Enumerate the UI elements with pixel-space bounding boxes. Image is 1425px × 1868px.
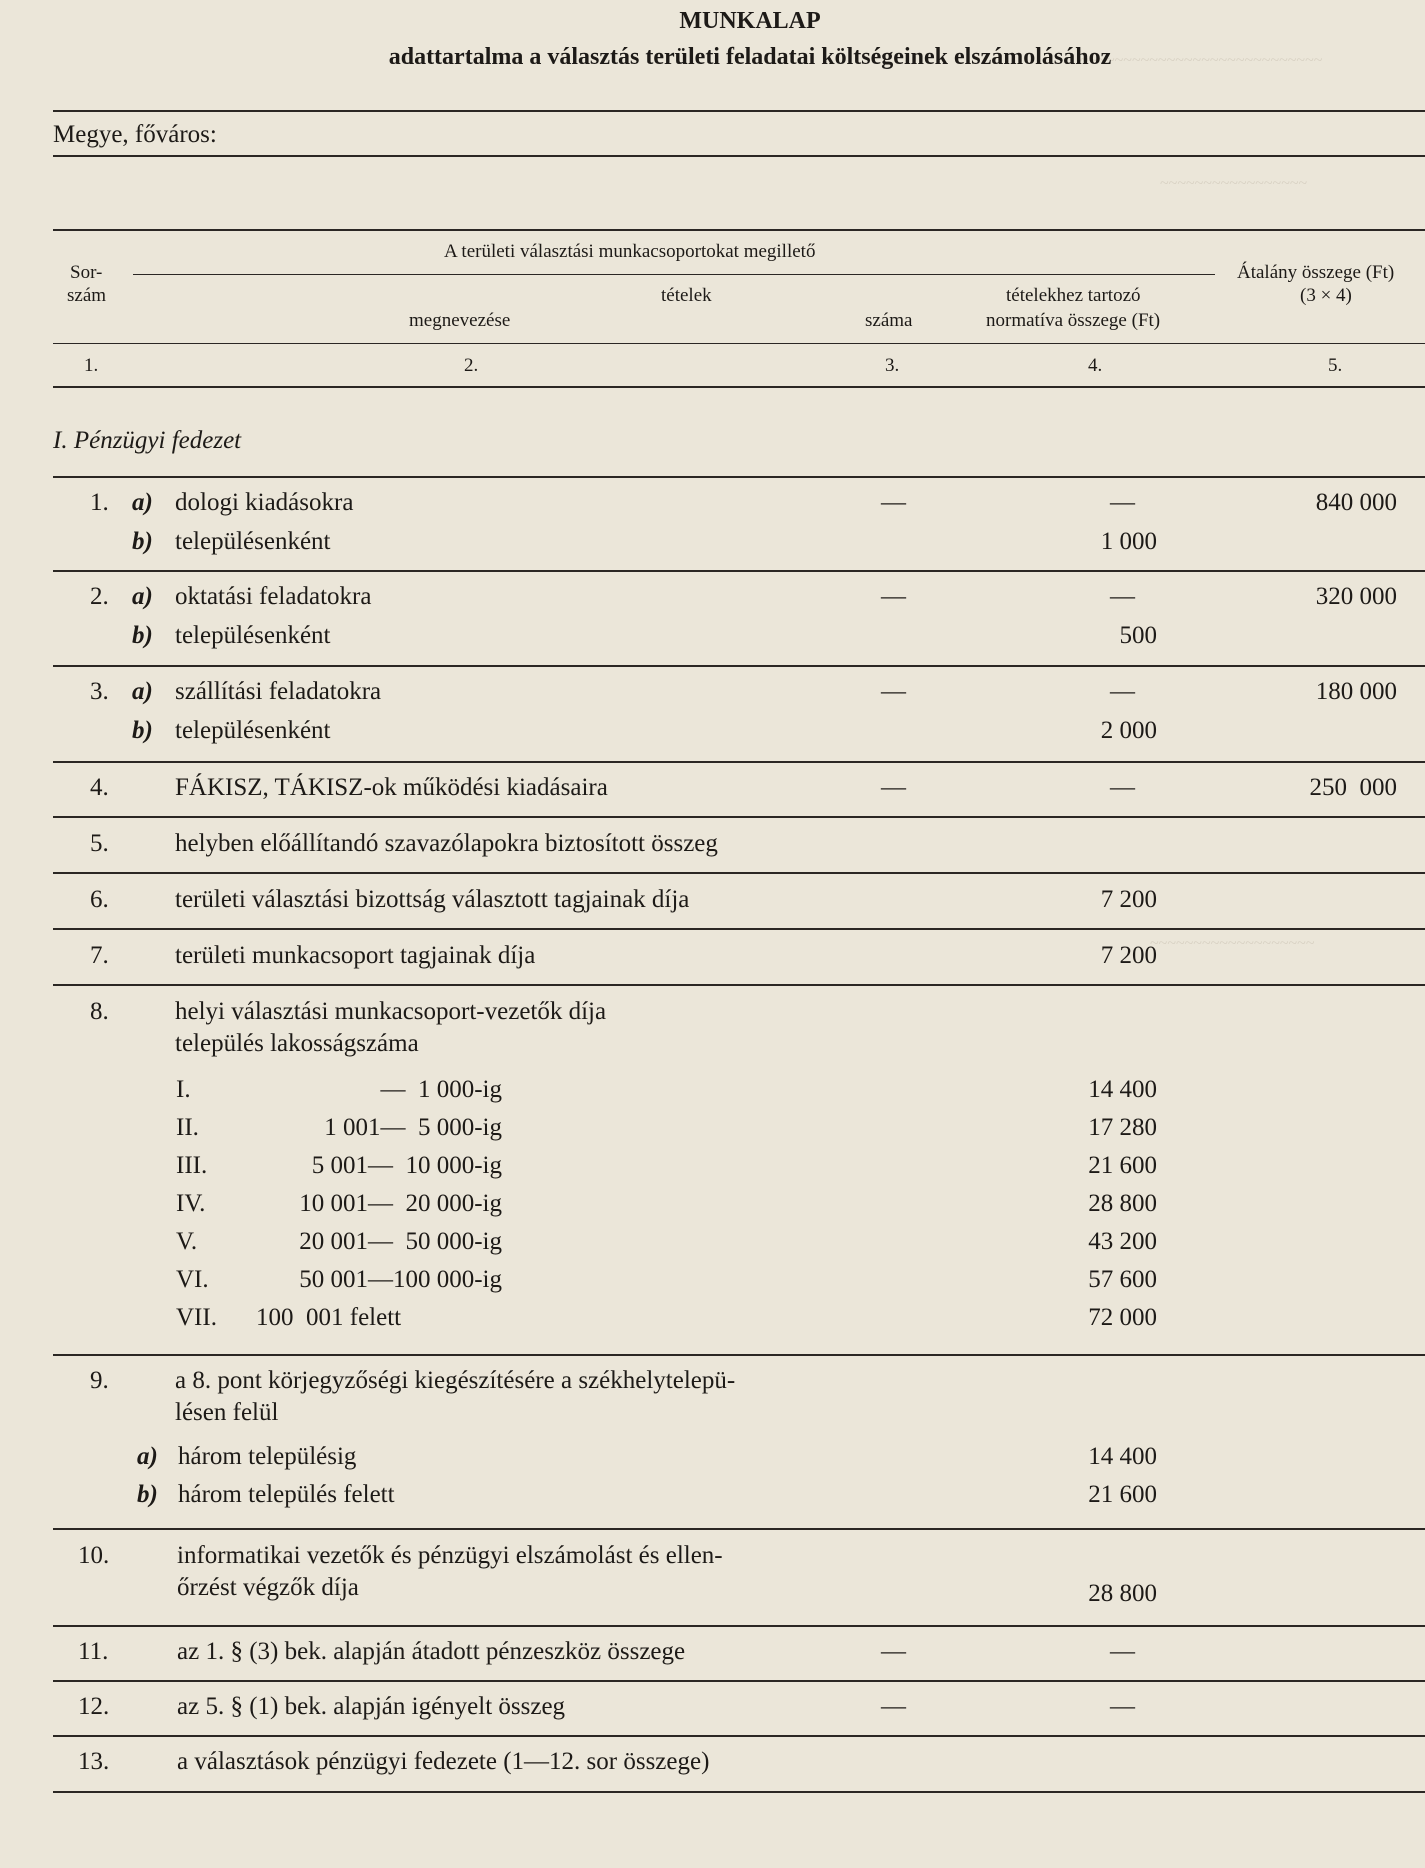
amount-normative: 14 400	[1088, 1443, 1157, 1470]
row-text: három településig	[178, 1443, 357, 1470]
row-number: 2.	[90, 583, 109, 610]
row-number: 6.	[90, 886, 109, 913]
section-title: I. Pénzügyi fedezet	[53, 427, 242, 454]
row-text: településenként	[175, 528, 331, 555]
band-roman: II.	[176, 1114, 199, 1141]
row-number: 4.	[90, 774, 109, 801]
header-normativa: tételekhez tartozó	[1006, 285, 1141, 306]
amount-normative: 43 200	[1088, 1228, 1157, 1255]
amount-total: 180 000	[1315, 678, 1397, 705]
row-text: településenként	[175, 717, 331, 744]
header-atalany: Átalány összege (Ft)	[1237, 262, 1395, 283]
empty-dash: —	[881, 583, 906, 610]
divider	[53, 1528, 1425, 1530]
divider	[53, 1625, 1425, 1627]
column-number: 2.	[464, 355, 479, 376]
page-title: MUNKALAP	[679, 8, 821, 34]
divider	[53, 570, 1425, 572]
divider	[53, 229, 1425, 231]
row-number: 10.	[78, 1542, 110, 1569]
amount-normative: 28 800	[1088, 1580, 1157, 1607]
band-roman: IV.	[176, 1190, 206, 1217]
divider	[53, 110, 1425, 112]
empty-dash: —	[1110, 678, 1135, 705]
row-number: 7.	[90, 942, 109, 969]
row-text: oktatási feladatokra	[175, 583, 372, 610]
row-letter: b)	[132, 622, 153, 649]
divider	[53, 1354, 1425, 1356]
header-group: A területi választási munkacsoportokat megillető	[438, 241, 821, 263]
row-text: szállítási feladatokra	[175, 678, 382, 705]
band-roman: I.	[176, 1076, 191, 1103]
row-text: lésen felül	[175, 1399, 279, 1426]
header-tetelek: tételek	[661, 285, 712, 306]
row-letter: a)	[132, 489, 153, 516]
empty-dash: —	[881, 678, 906, 705]
empty-dash: —	[1110, 1693, 1135, 1720]
row-text: három település felett	[178, 1481, 395, 1508]
divider	[53, 1791, 1425, 1793]
row-text: a választások pénzügyi fedezete (1—12. sor összege)	[177, 1748, 710, 1775]
row-letter: b)	[132, 717, 153, 744]
row-text: FÁKISZ, TÁKISZ-ok működési kiadásaira	[175, 774, 608, 801]
band-range: — 1 000-ig	[380, 1076, 502, 1103]
header-sorszam: Sor-	[70, 262, 103, 283]
divider	[53, 155, 1425, 157]
row-number: 13.	[78, 1748, 110, 1775]
empty-dash: —	[1110, 774, 1135, 801]
empty-dash: —	[881, 1638, 906, 1665]
empty-dash: —	[1110, 1638, 1135, 1665]
band-roman: VII.	[176, 1304, 217, 1331]
header-group-rule	[133, 274, 1215, 275]
row-letter: a)	[132, 583, 153, 610]
header-atalany: (3 × 4)	[1300, 285, 1352, 306]
band-roman: V.	[176, 1228, 198, 1255]
row-letter: a)	[132, 678, 153, 705]
band-range: 5 001— 10 000-ig	[311, 1152, 502, 1179]
amount-total: 840 000	[1315, 489, 1397, 516]
band-range: 100 001 felett	[256, 1304, 402, 1331]
row-text: a 8. pont körjegyzőségi kiegészítésére a székhelytelepü-	[175, 1367, 736, 1394]
divider	[53, 386, 1425, 388]
amount-normative: 72 000	[1088, 1304, 1157, 1331]
row-number: 11.	[78, 1638, 109, 1665]
amount-normative: 1 000	[1100, 528, 1157, 555]
column-number: 1.	[84, 355, 99, 376]
band-roman: VI.	[176, 1266, 209, 1293]
header-sorszam: szám	[67, 285, 107, 306]
bleed-through-text: ~~~~~~~~~~~~~~~~~~~	[1150, 935, 1315, 952]
row-letter: a)	[137, 1443, 158, 1470]
divider	[53, 1680, 1425, 1682]
empty-dash: —	[1110, 489, 1135, 516]
empty-dash: —	[881, 1693, 906, 1720]
bleed-through-text: ~~~~~~~~~~~~~~~~~~~~~~~~~~~~	[1080, 52, 1323, 69]
row-text: területi választási bizottság választott tagjainak díja	[175, 886, 690, 913]
divider	[53, 761, 1425, 763]
amount-normative: 17 280	[1088, 1114, 1157, 1141]
column-number: 4.	[1088, 355, 1103, 376]
divider	[53, 476, 1425, 478]
row-text: helyi választási munkacsoport-vezetők díja	[175, 998, 607, 1025]
row-number: 8.	[90, 998, 109, 1025]
row-text: informatikai vezetők és pénzügyi elszámolást és ellen-	[177, 1542, 723, 1569]
row-text: dologi kiadásokra	[175, 489, 354, 516]
row-text: az 5. § (1) bek. alapján igényelt összeg	[177, 1693, 566, 1720]
divider	[53, 343, 1425, 344]
column-number: 3.	[885, 355, 900, 376]
amount-normative: 21 600	[1088, 1481, 1157, 1508]
header-szama: száma	[865, 310, 913, 331]
row-number: 5.	[90, 830, 109, 857]
row-number: 1.	[90, 489, 109, 516]
amount-normative: 28 800	[1088, 1190, 1157, 1217]
divider	[53, 984, 1425, 986]
row-text: őrzést végzők díja	[177, 1574, 359, 1601]
row-number: 9.	[90, 1367, 109, 1394]
divider	[53, 665, 1425, 667]
amount-normative: 500	[1119, 622, 1157, 649]
empty-dash: —	[881, 489, 906, 516]
page-subtitle: adattartalma a választás területi feladatai költségeinek elszámolásához	[388, 44, 1112, 70]
amount-total: 250 000	[1309, 774, 1397, 801]
column-number: 5.	[1328, 355, 1343, 376]
divider	[53, 872, 1425, 874]
amount-normative: 21 600	[1088, 1152, 1157, 1179]
row-number: 12.	[78, 1693, 110, 1720]
row-text: település lakosságszáma	[175, 1030, 419, 1057]
band-range: 1 001— 5 000-ig	[324, 1114, 502, 1141]
amount-normative: 14 400	[1088, 1076, 1157, 1103]
divider	[53, 1735, 1425, 1737]
row-text: helyben előállítandó szavazólapokra biztosított összeg	[175, 830, 718, 857]
row-text: területi munkacsoport tagjainak díja	[175, 942, 536, 969]
header-normativa: normatíva összege (Ft)	[986, 310, 1161, 331]
county-label: Megye, főváros:	[53, 121, 217, 148]
amount-normative: 7 200	[1100, 942, 1157, 969]
amount-normative: 2 000	[1100, 717, 1157, 744]
band-roman: III.	[176, 1152, 208, 1179]
empty-dash: —	[881, 774, 906, 801]
divider	[53, 816, 1425, 818]
amount-normative: 57 600	[1088, 1266, 1157, 1293]
band-range: 50 001—100 000-ig	[299, 1266, 502, 1293]
row-letter: b)	[137, 1481, 158, 1508]
row-text: az 1. § (3) bek. alapján átadott pénzeszköz összege	[177, 1638, 686, 1665]
amount-total: 320 000	[1315, 583, 1397, 610]
bleed-through-text: ~~~~~~~~~~~~~~~~~	[1160, 175, 1308, 192]
amount-normative: 7 200	[1100, 886, 1157, 913]
row-text: településenként	[175, 622, 331, 649]
row-letter: b)	[132, 528, 153, 555]
divider	[53, 928, 1425, 930]
band-range: 20 001— 50 000-ig	[299, 1228, 502, 1255]
empty-dash: —	[1110, 583, 1135, 610]
header-megnevezese: megnevezése	[409, 310, 511, 331]
row-number: 3.	[90, 678, 109, 705]
band-range: 10 001— 20 000-ig	[299, 1190, 502, 1217]
